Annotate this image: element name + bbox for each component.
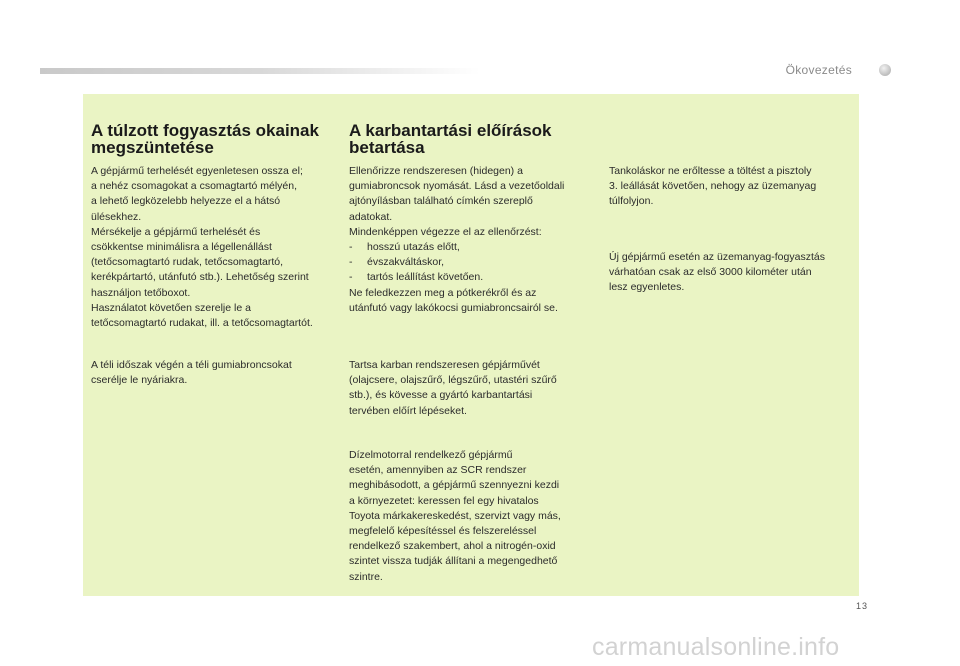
heading-excess-consumption: A túlzott fogyasztás okainak megszüntetése xyxy=(91,121,319,157)
page-number: 13 xyxy=(856,601,869,611)
paragraph-scr-diesel: Dízelmotorral rendelkező gépjármű esetén, amennyiben az SCR rendszer meghibásodott, a gépjármű szennyezni kezdi a környezetet: keressen fel egy hivatalos Toyota márkakereskedést, szervizt vagy más, megfelelő képesítéssel és felszereléssel rendelkező szakembert, ahol a nitrogén-oxid szintet vissza tudják állítani a megengedhető szintre. xyxy=(349,449,561,583)
paragraph-service: Tartsa karban rendszeresen gépjárművét (olajcsere, olajszűrő, légszűrő, utastéri szűrő stb.), és kövesse a gyártó karbantartási tervében előírt lépéseket. xyxy=(349,359,557,417)
section-title: Ökovezetés xyxy=(785,63,852,77)
list-item: - tartós leállítást követően. xyxy=(349,271,484,284)
list-item: - évszakváltáskor, xyxy=(349,256,445,269)
heading-maintenance: A karbantartási előírások betartása xyxy=(349,121,552,157)
paragraph-load: A gépjármű terhelését egyenletesen ossza el; a nehéz csomagokat a csomagtartó mélyén, a lehető legközelebb helyezze el a hátsó ülésekhez. Mérsékelje a gépjármű terhelését és csökkentse minimálisra a légellenállást (tetőcsomagtartó rudak, tetőcsomagtartó, kerékpártartó, utánfutó stb.). Lehetőség szerint használjon tetőboxot. Használatot követően szerelje le a tetőcsomagtartó rudakat, ill. a tetőcsomagtartót. xyxy=(91,165,313,330)
header-gradient-bar xyxy=(40,68,480,74)
watermark-text: carmanualsonline.info xyxy=(592,633,840,661)
paragraph-refuel: Tankoláskor ne erőltesse a töltést a pisztoly 3. leállását követően, nehogy az üzemanyag túlfolyjon. xyxy=(609,165,817,208)
paragraph-winter-tyres: A téli időszak végén a téli gumiabroncsokat cserélje le nyáriakra. xyxy=(91,359,292,387)
list-item: - hosszú utazás előtt, xyxy=(349,241,460,254)
content-panel xyxy=(83,94,859,596)
paragraph-new-vehicle: Új gépjármű esetén az üzemanyag-fogyasztás várhatóan csak az első 3000 kilométer után lesz egyenletes. xyxy=(609,251,825,294)
corner-dot-icon xyxy=(879,64,891,76)
paragraph-tyre-pressure: Ellenőrizze rendszeresen (hidegen) a gumiabroncsok nyomását. Lásd a vezetőoldali ajtónyílásban található címkén szereplő adatokat. Mindenképpen végezze el az ellenőrzést: - hosszú utazás előtt, - évszakváltáskor, - tartós leállítást követően. Ne feledkezzen meg a pótkerékről és az utánfutó vagy lakókocsi gumiabroncsairól se. xyxy=(349,165,565,314)
